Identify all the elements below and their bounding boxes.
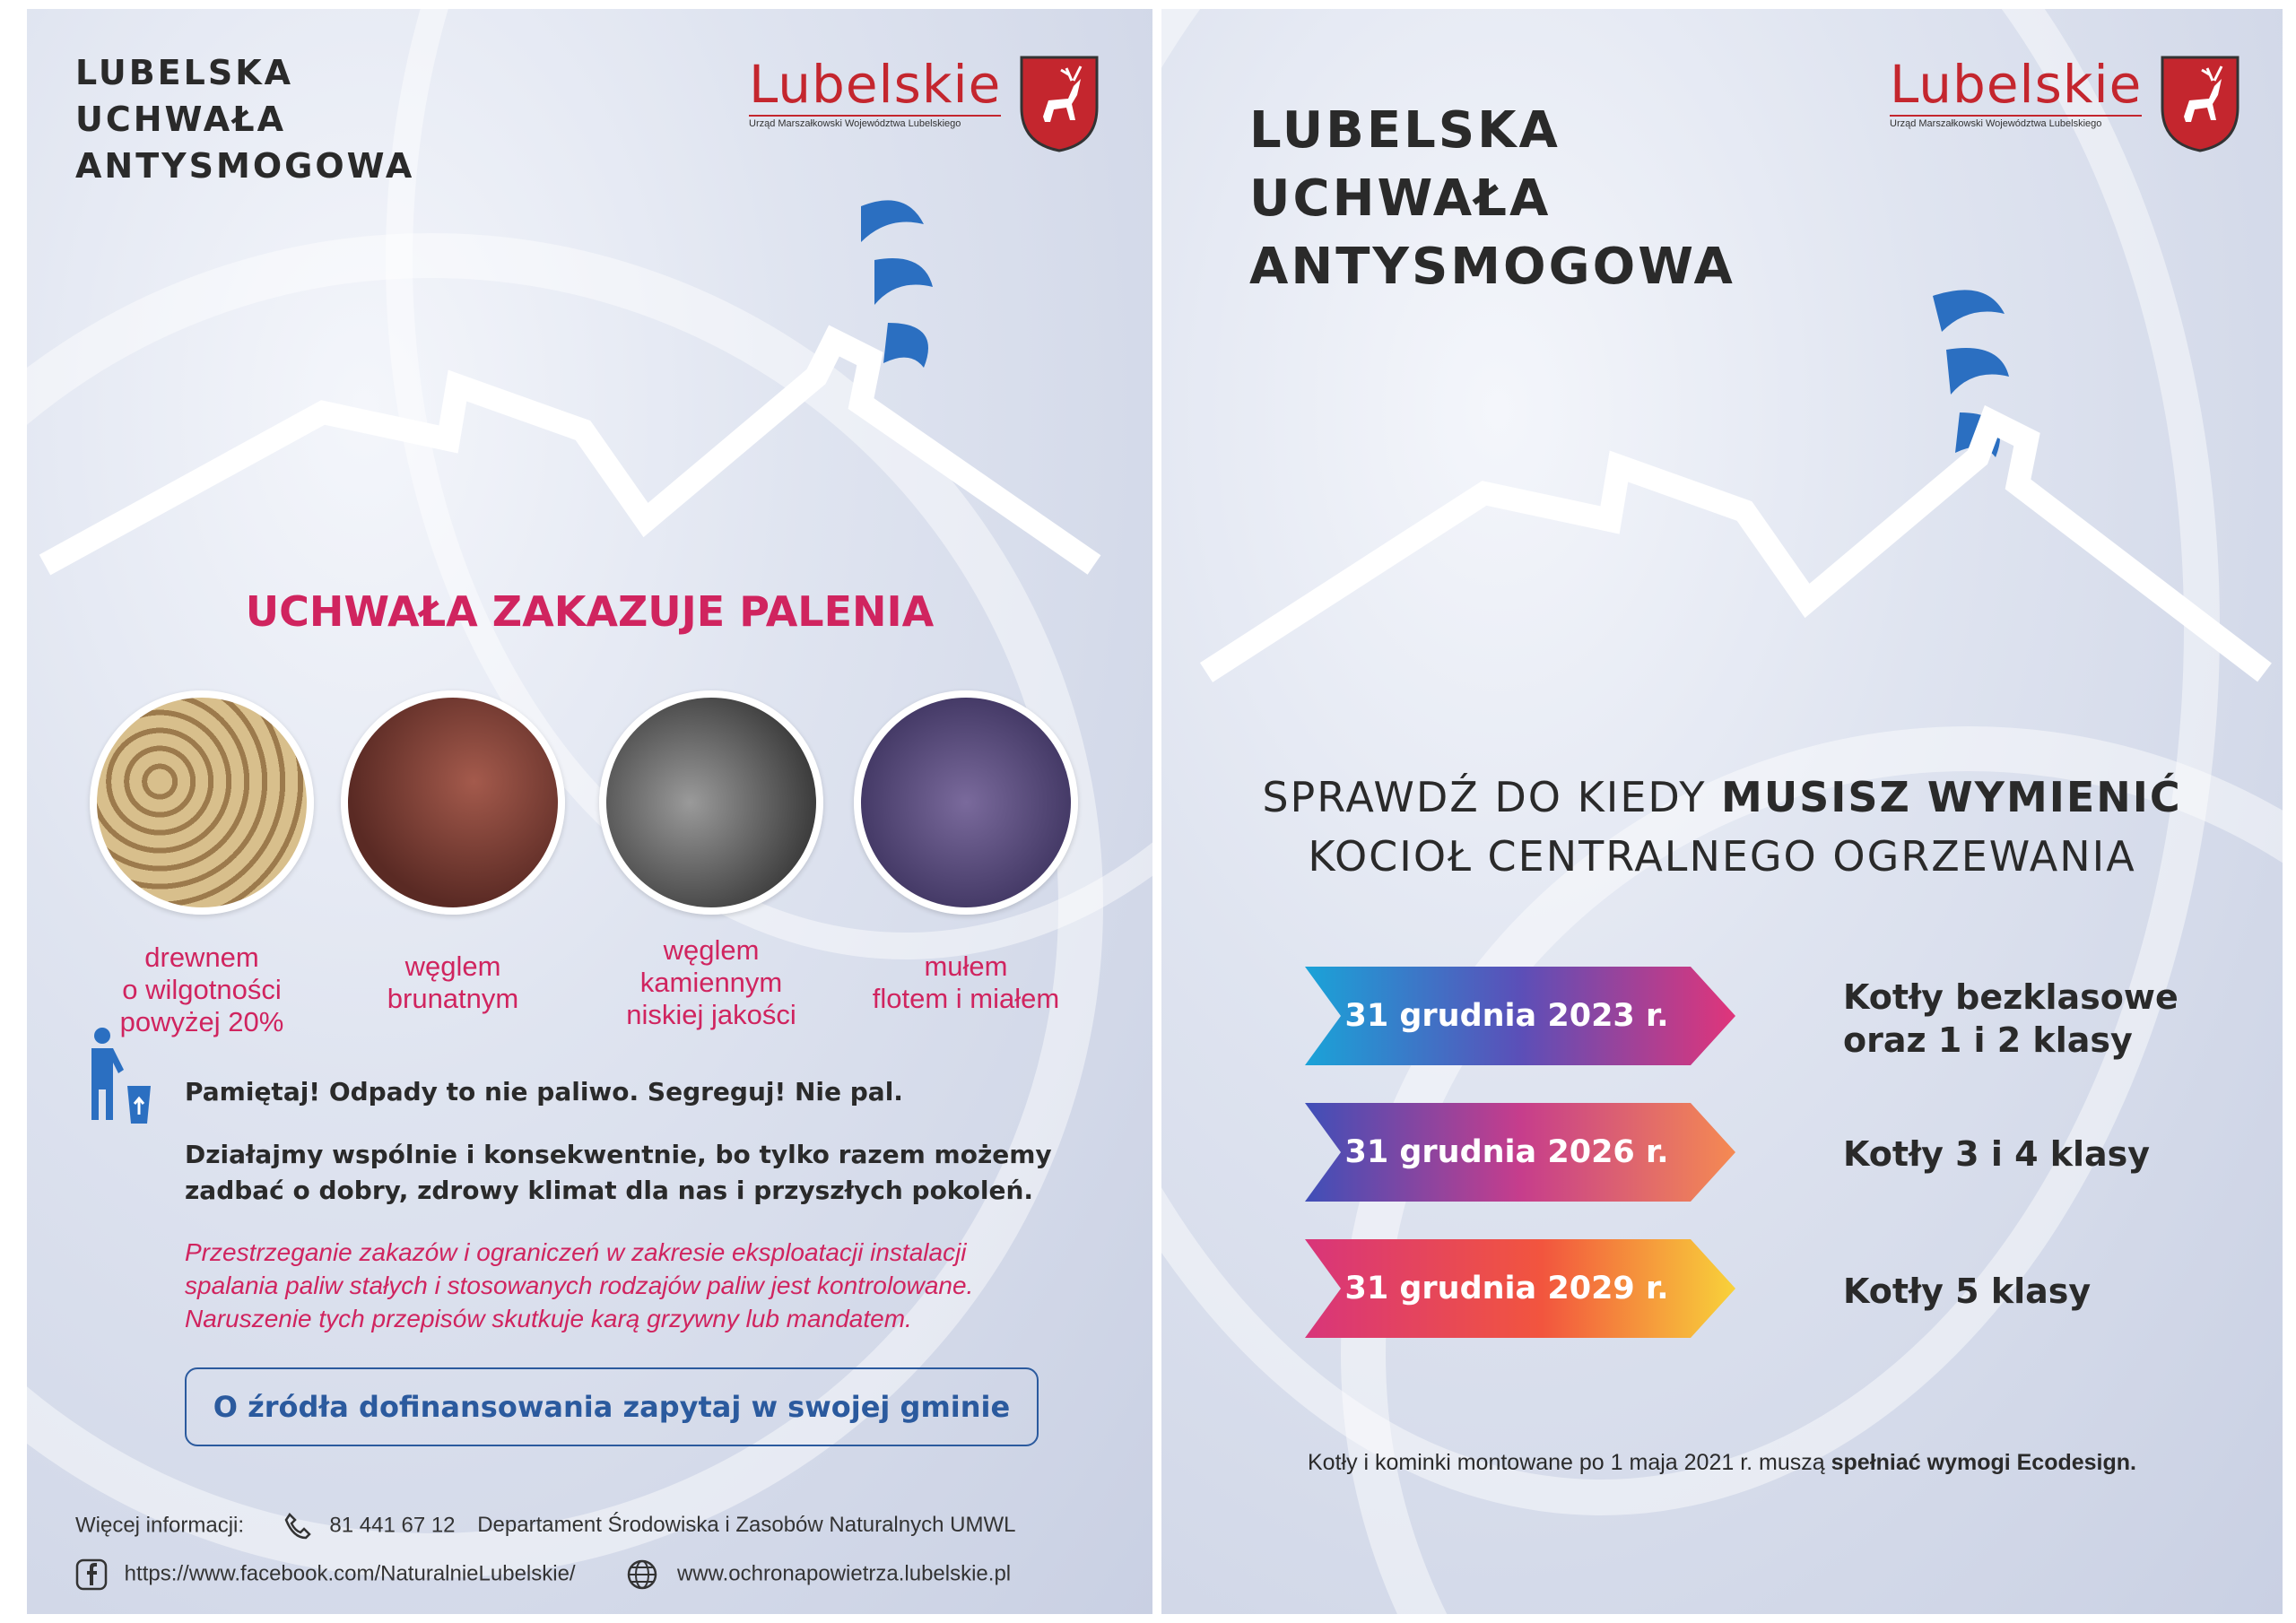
- logo-wordmark: Lubelskie: [749, 54, 1002, 115]
- check-heading-line1: SPRAWDŹ DO KIEDY MUSISZ WYMIENIĆ: [1262, 773, 2182, 821]
- left-leaflet-page: [27, 9, 1152, 1614]
- logo-wordmark: Lubelskie: [1890, 54, 2143, 115]
- remember-text: Pamiętaj! Odpady to nie paliwo. Segreguj! Nie pal.: [185, 1077, 903, 1107]
- more-info-label: Więcej informacji:: [75, 1513, 245, 1538]
- deadline-date: 31 grudnia 2023 r.: [1344, 998, 1669, 1034]
- brown-coal-photo: [341, 690, 565, 915]
- deadline-arrow-2023: [1305, 967, 1735, 1065]
- deadline-date: 31 grudnia 2029 r.: [1344, 1271, 1669, 1306]
- phone-number[interactable]: 81 441 67 12: [329, 1513, 456, 1538]
- logo-subtitle: Urząd Marszałkowski Województwa Lubelskiego: [1890, 115, 2142, 129]
- boiler-class-text: Kotły bezklasowe oraz 1 i 2 klasy: [1843, 977, 2179, 1060]
- penalty-warning: Przestrzeganie zakazów i ograniczeń w zakresie eksploatacji instalacji spalania paliw stałych i stosowanych rodzajów paliw jest kontrolowane. Naruszenie tych przepisów skutkuje karą grzywny lub mandatem.: [185, 1238, 974, 1332]
- lubelskie-logo: [1890, 54, 2142, 129]
- hard-coal-photo: [599, 690, 823, 915]
- contact-row: [75, 1511, 1015, 1541]
- phone-icon: [283, 1511, 313, 1541]
- logo-subtitle: Urząd Marszałkowski Województwa Lubelskiego: [749, 115, 1001, 129]
- fuel-hard-coal: węglem kamiennym niskiej jakości: [599, 690, 823, 1031]
- deer-crest-icon: [1018, 54, 1100, 152]
- lubelskie-logo: [749, 54, 1001, 129]
- house-roof-smoke-illustration: [1161, 278, 2283, 690]
- wood-photo: [90, 690, 314, 915]
- leaflet-title: LUBELSKA UCHWAŁA ANTYSMOGOWA: [1249, 101, 1735, 296]
- deer-crest-icon: [2159, 54, 2241, 152]
- funding-info-box: O źródła dofinansowania zapytaj w swojej gminie: [185, 1367, 1039, 1446]
- right-leaflet-page: [1161, 9, 2283, 1614]
- boiler-class-text: Kotły 3 i 4 klasy: [1843, 1134, 2151, 1174]
- facebook-link[interactable]: https://www.facebook.com/NaturalnieLubelskie/: [124, 1561, 576, 1586]
- act-together-text: Działajmy wspólnie i konsekwentnie, bo tylko razem możemy zadbać o dobry, zdrowy klimat dla nas i przyszłych pokoleń.: [185, 1140, 1052, 1205]
- leaflet-title: LUBELSKA UCHWAŁA ANTYSMOGOWA: [75, 53, 415, 186]
- deadline-arrow-2029: [1305, 1239, 1735, 1338]
- fuel-wood: drewnem o wilgotności powyżej 20%: [90, 690, 314, 1038]
- ecodesign-note: Kotły i kominki montowane po 1 maja 2021 r. muszą spełniać wymogi Ecodesign.: [1308, 1450, 2136, 1475]
- links-row: [75, 1558, 1011, 1591]
- boiler-class-text: Kotły 5 klasy: [1843, 1271, 2092, 1311]
- deadline-date: 31 grudnia 2026 r.: [1344, 1134, 1669, 1170]
- check-heading-line2: KOCIOŁ CENTRALNEGO OGRZEWANIA: [1308, 832, 2136, 881]
- coal-dust-photo: [854, 690, 1078, 915]
- house-roof-smoke-illustration: [27, 170, 1152, 583]
- ban-heading: UCHWAŁA ZAKAZUJE PALENIA: [245, 587, 935, 636]
- recycle-bin-person-icon: [83, 1027, 154, 1125]
- globe-icon: [626, 1558, 658, 1591]
- department-name: Departament Środowiska i Zasobów Naturalnych UMWL: [477, 1513, 1016, 1538]
- facebook-icon: [75, 1558, 108, 1591]
- website-link[interactable]: www.ochronapowietrza.lubelskie.pl: [676, 1561, 1012, 1586]
- fuel-coal-dust: mułem flotem i miałem: [854, 690, 1078, 1015]
- deadline-arrow-2026: [1305, 1103, 1735, 1202]
- fuel-brown-coal: węglem brunatnym: [341, 690, 565, 1015]
